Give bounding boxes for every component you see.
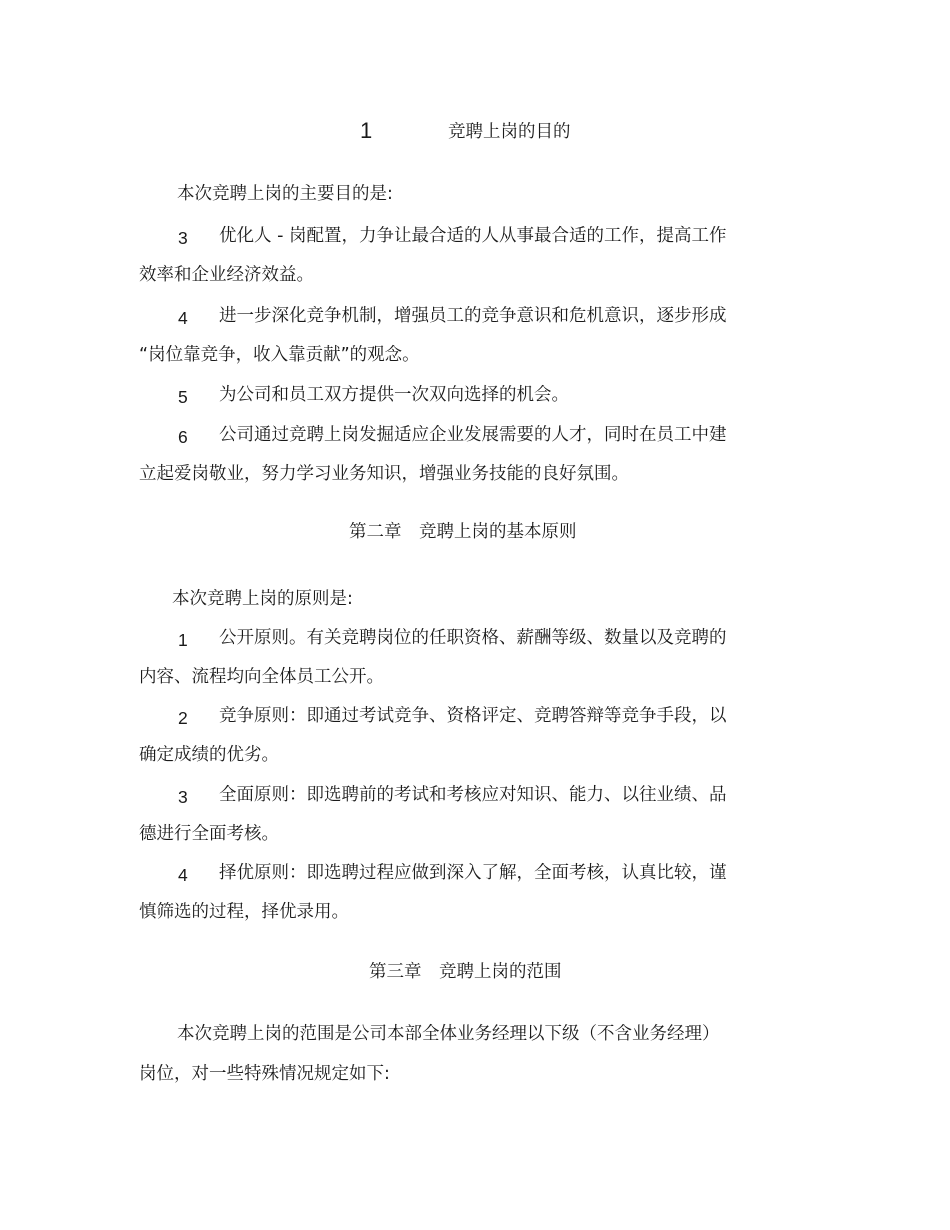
- chapter-title: 第二章 竞聘上岗的基本原则: [349, 522, 577, 542]
- list-item-text: 全面原则：即选聘前的考试和考核应对知识、能力、以往业绩、品: [219, 785, 727, 805]
- list-item-number: 4: [178, 865, 188, 885]
- list-item-number: 3: [178, 787, 188, 807]
- list-item-text: 公司通过竞聘上岗发掘适应企业发展需要的人才，同时在员工中建: [219, 425, 727, 445]
- section-title: 竞聘上岗的目的: [448, 122, 571, 142]
- chapter-intro: 本次竞聘上岗的范围是公司本部全体业务经理以下级（不含业务经理）: [177, 1024, 720, 1044]
- list-item-number: 3: [178, 228, 188, 248]
- list-item-text-continued: “岗位靠竞争，收入靠贡献”的观念。: [139, 345, 420, 365]
- list-item-text-continued: 德进行全面考核。: [139, 824, 279, 844]
- section-number: 1: [360, 118, 373, 143]
- list-item-number: 1: [178, 630, 188, 650]
- chapter-intro: 本次竞聘上岗的原则是:: [172, 589, 353, 609]
- section-intro: 本次竞聘上岗的主要目的是:: [177, 184, 393, 204]
- list-item-number: 2: [178, 708, 188, 728]
- list-item-number: 4: [178, 308, 188, 328]
- list-item-text: 竞争原则：即通过考试竞争、资格评定、竞聘答辩等竞争手段，以: [219, 706, 727, 726]
- list-item-number: 6: [178, 427, 188, 447]
- list-item-text: 优化人 - 岗配置，力争让最合适的人从事最合适的工作，提高工作: [219, 226, 727, 246]
- list-item-text-continued: 效率和企业经济效益。: [139, 265, 314, 285]
- list-item-text-continued: 立起爱岗敬业，努力学习业务知识，增强业务技能的良好氛围。: [139, 464, 629, 484]
- list-item-text: 为公司和员工双方提供一次双向选择的机会。: [219, 385, 569, 405]
- list-item-number: 5: [178, 387, 188, 407]
- list-item-text-continued: 确定成绩的优劣。: [139, 745, 279, 765]
- list-item-text-continued: 慎筛选的过程，择优录用。: [139, 902, 349, 922]
- list-item-text: 进一步深化竞争机制，增强员工的竞争意识和危机意识，逐步形成: [219, 306, 727, 326]
- chapter-intro-continued: 岗位，对一些特殊情况规定如下:: [139, 1064, 390, 1084]
- chapter-title: 第三章 竞聘上岗的范围: [369, 962, 562, 982]
- list-item-text-continued: 内容、流程均向全体员工公开。: [139, 667, 384, 687]
- list-item-text: 择优原则：即选聘过程应做到深入了解，全面考核，认真比较，谨: [219, 863, 727, 883]
- list-item-text: 公开原则。有关竞聘岗位的任职资格、薪酬等级、数量以及竞聘的: [219, 628, 727, 648]
